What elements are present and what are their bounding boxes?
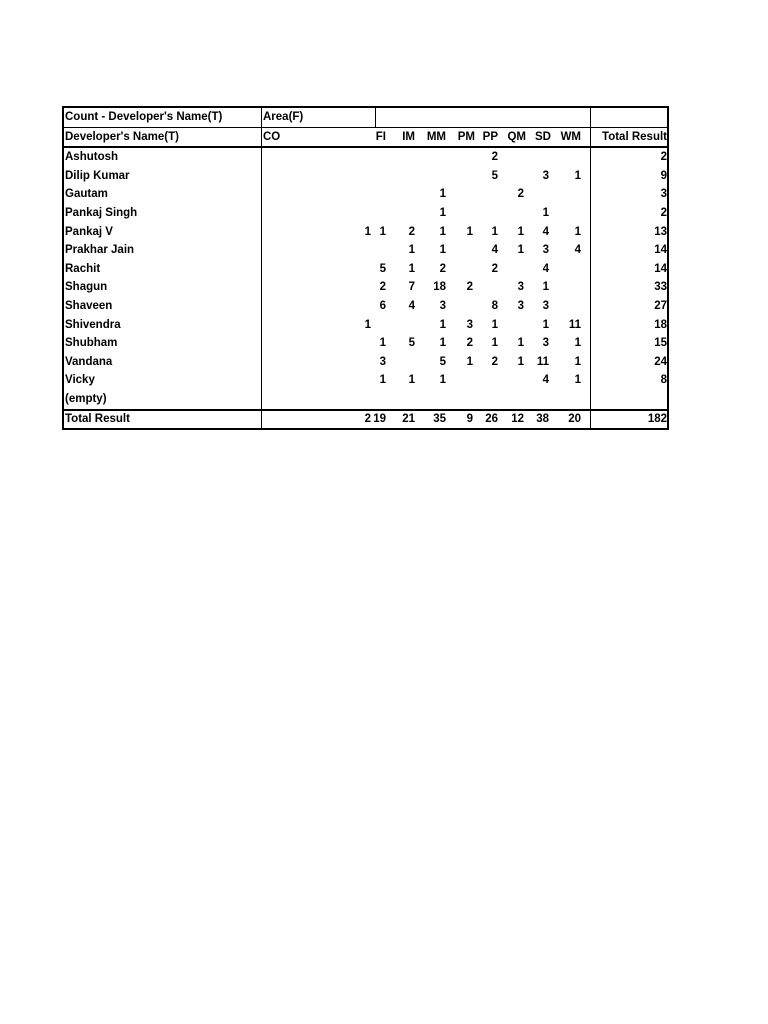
cell-wm: 11 <box>568 318 581 331</box>
column-header-mm[interactable]: MM <box>426 130 446 143</box>
cell-sd <box>529 185 549 204</box>
cell-mm <box>426 148 446 167</box>
cell-pp: 2 <box>491 262 498 275</box>
row-label[interactable]: Ashutosh <box>65 151 119 164</box>
cell-fi <box>366 167 386 186</box>
cell-pm <box>453 297 473 316</box>
row-total: 18 <box>654 318 667 331</box>
cell-qm <box>504 371 524 390</box>
row-label[interactable]: Pankaj Singh <box>65 206 138 219</box>
cell-pm <box>453 241 473 260</box>
cell-pp: 1 <box>491 225 498 238</box>
cell-pp <box>478 371 498 390</box>
row-label[interactable]: Gautam <box>65 188 108 201</box>
cell-im: 7 <box>408 281 415 294</box>
cell-wm: 1 <box>574 169 581 182</box>
row-total: 9 <box>660 169 667 182</box>
row-total: 15 <box>654 337 667 350</box>
row-total: 8 <box>660 374 667 387</box>
total-row <box>64 409 667 428</box>
cell-im: 2 <box>408 225 415 238</box>
cell-pm: 1 <box>466 225 473 238</box>
total-mm: 35 <box>433 412 446 425</box>
cell-mm: 18 <box>433 281 446 294</box>
cell-fi <box>366 204 386 223</box>
cell-pp <box>478 278 498 297</box>
table-row <box>64 185 667 204</box>
cell-qm: 3 <box>517 299 524 312</box>
cell-sd: 4 <box>542 374 549 387</box>
cell-qm <box>504 167 524 186</box>
cell-mm <box>426 167 446 186</box>
title-divider <box>375 108 376 127</box>
cell-mm: 1 <box>439 337 446 350</box>
cell-qm: 1 <box>517 225 524 238</box>
cell-mm: 5 <box>439 355 446 368</box>
cell-qm <box>504 316 524 335</box>
row-label[interactable]: Dilip Kumar <box>65 169 130 182</box>
cell-qm: 1 <box>517 244 524 257</box>
cell-mm <box>426 390 446 409</box>
cell-fi <box>366 390 386 409</box>
cell-pp: 2 <box>491 355 498 368</box>
table-row <box>64 148 667 167</box>
table-row <box>64 223 667 242</box>
cell-wm <box>561 204 581 223</box>
cell-im <box>395 353 415 372</box>
cell-wm <box>561 260 581 279</box>
row-total: 2 <box>660 206 667 219</box>
cell-fi: 6 <box>379 299 386 312</box>
cell-im <box>395 167 415 186</box>
cell-pm <box>453 371 473 390</box>
table-row <box>64 260 667 279</box>
grand-total: 182 <box>647 412 667 425</box>
cell-mm: 1 <box>439 188 446 201</box>
cell-wm: 1 <box>574 374 581 387</box>
row-label[interactable]: Prakhar Jain <box>65 244 135 257</box>
title-row <box>64 108 667 128</box>
total-co: 2 <box>364 412 371 425</box>
cell-pm <box>453 260 473 279</box>
cell-sd: 1 <box>542 281 549 294</box>
cell-pm <box>453 204 473 223</box>
cell-wm: 1 <box>574 355 581 368</box>
total-row-label: Total Result <box>65 412 130 425</box>
cell-wm <box>561 297 581 316</box>
cell-pp: 2 <box>491 151 498 164</box>
column-header-pp[interactable]: PP <box>482 130 498 143</box>
cell-fi: 5 <box>379 262 386 275</box>
pivot-table <box>62 106 669 430</box>
cell-qm: 2 <box>517 188 524 201</box>
cell-mm: 1 <box>439 318 446 331</box>
cell-pm: 2 <box>466 281 473 294</box>
cell-im: 1 <box>408 374 415 387</box>
cell-fi <box>366 316 386 335</box>
cell-mm: 1 <box>439 374 446 387</box>
table-row <box>64 297 667 316</box>
row-total: 2 <box>660 151 667 164</box>
table-row <box>64 353 667 372</box>
cell-pm: 2 <box>466 337 473 350</box>
cell-mm: 1 <box>439 244 446 257</box>
cell-qm: 1 <box>517 355 524 368</box>
total-pp: 26 <box>485 412 498 425</box>
column-header-fi[interactable]: FI <box>375 130 386 143</box>
total-sd: 38 <box>536 412 549 425</box>
cell-sd: 11 <box>536 355 549 368</box>
cell-wm <box>561 278 581 297</box>
cell-pp: 8 <box>491 299 498 312</box>
column-header-pm[interactable]: PM <box>457 130 475 143</box>
cell-pp <box>478 204 498 223</box>
cell-pp <box>478 390 498 409</box>
cell-fi: 1 <box>379 225 386 238</box>
cell-sd: 1 <box>542 318 549 331</box>
cell-mm: 1 <box>439 225 446 238</box>
row-total: 13 <box>654 225 667 238</box>
cell-qm <box>504 148 524 167</box>
cell-pp <box>478 185 498 204</box>
row-field-label[interactable]: Developer's Name(T) <box>65 130 179 143</box>
cell-im <box>395 204 415 223</box>
cell-fi: 3 <box>379 355 386 368</box>
row-label[interactable]: (empty) <box>65 392 107 405</box>
cell-fi: 1 <box>379 374 386 387</box>
row-label[interactable]: Shivendra <box>65 318 121 331</box>
title-row-label[interactable]: Count - Developer's Name(T) <box>65 111 223 123</box>
cell-im <box>395 148 415 167</box>
row-total: 14 <box>654 244 667 257</box>
cell-fi <box>366 185 386 204</box>
cell-fi: 1 <box>379 337 386 350</box>
cell-im <box>395 390 415 409</box>
table-row <box>64 278 667 297</box>
row-label[interactable]: Shagun <box>65 281 108 294</box>
table-row <box>64 167 667 186</box>
row-label[interactable]: Vandana <box>65 355 113 368</box>
cell-pm: 3 <box>466 318 473 331</box>
cell-mm: 2 <box>439 262 446 275</box>
cell-wm: 1 <box>574 225 581 238</box>
cell-sd: 3 <box>542 337 549 350</box>
cell-sd <box>529 390 549 409</box>
column-header-wm[interactable]: WM <box>560 130 581 143</box>
cell-im: 5 <box>408 337 415 350</box>
table-row <box>64 316 667 335</box>
cell-pp: 4 <box>491 244 498 257</box>
column-header-qm[interactable]: QM <box>507 130 526 143</box>
column-header-total[interactable]: Total Result <box>602 130 667 143</box>
table-row <box>64 204 667 223</box>
row-total: 27 <box>654 299 667 312</box>
table-body <box>64 148 667 408</box>
cell-pp: 1 <box>491 318 498 331</box>
cell-wm: 4 <box>574 244 581 257</box>
cell-im <box>395 185 415 204</box>
row-total: 24 <box>654 355 667 368</box>
total-fi: 19 <box>373 412 386 425</box>
row-total: 3 <box>660 188 667 201</box>
cell-sd: 3 <box>542 169 549 182</box>
cell-pp: 5 <box>491 169 498 182</box>
cell-im <box>395 316 415 335</box>
row-label[interactable]: Shubham <box>65 337 118 350</box>
row-label[interactable]: Vicky <box>65 374 95 387</box>
cell-im: 1 <box>408 262 415 275</box>
cell-fi <box>366 148 386 167</box>
cell-wm <box>561 185 581 204</box>
row-label[interactable]: Rachit <box>65 262 101 275</box>
cell-sd <box>529 148 549 167</box>
cell-qm: 1 <box>517 337 524 350</box>
total-qm: 12 <box>511 412 524 425</box>
cell-pm <box>453 390 473 409</box>
column-header-co[interactable]: CO <box>263 130 281 143</box>
cell-fi <box>366 241 386 260</box>
cell-im: 4 <box>408 299 415 312</box>
cell-qm <box>504 260 524 279</box>
row-label[interactable]: Pankaj V <box>65 225 113 238</box>
table-row <box>64 390 667 409</box>
row-total <box>591 390 667 409</box>
row-total: 14 <box>654 262 667 275</box>
column-header-im[interactable]: IM <box>402 130 415 143</box>
cell-qm: 3 <box>517 281 524 294</box>
cell-wm <box>561 390 581 409</box>
cell-wm: 1 <box>574 337 581 350</box>
table-row <box>64 241 667 260</box>
total-im: 21 <box>402 412 415 425</box>
cell-sd: 4 <box>542 262 549 275</box>
total-pm: 9 <box>466 412 473 425</box>
column-header-sd[interactable]: SD <box>535 130 551 143</box>
cell-sd: 4 <box>542 225 549 238</box>
cell-co: 1 <box>364 318 371 331</box>
total-wm: 20 <box>568 412 581 425</box>
row-label[interactable]: Shaveen <box>65 299 113 312</box>
cell-pm <box>453 148 473 167</box>
cell-fi: 2 <box>379 281 386 294</box>
cell-sd: 1 <box>542 206 549 219</box>
cell-pm: 1 <box>466 355 473 368</box>
cell-sd: 3 <box>542 244 549 257</box>
cell-mm: 1 <box>439 206 446 219</box>
cell-co: 1 <box>364 225 371 238</box>
cell-sd: 3 <box>542 299 549 312</box>
table-row <box>64 334 667 353</box>
cell-qm <box>504 390 524 409</box>
table-row <box>64 371 667 390</box>
area-field-label[interactable]: Area(F) <box>263 111 304 123</box>
cell-qm <box>504 204 524 223</box>
cell-pm <box>453 185 473 204</box>
row-total: 33 <box>654 281 667 294</box>
cell-pm <box>453 167 473 186</box>
cell-im: 1 <box>408 244 415 257</box>
cell-mm: 3 <box>439 299 446 312</box>
header-row <box>64 128 667 149</box>
cell-pp: 1 <box>491 337 498 350</box>
cell-wm <box>561 148 581 167</box>
